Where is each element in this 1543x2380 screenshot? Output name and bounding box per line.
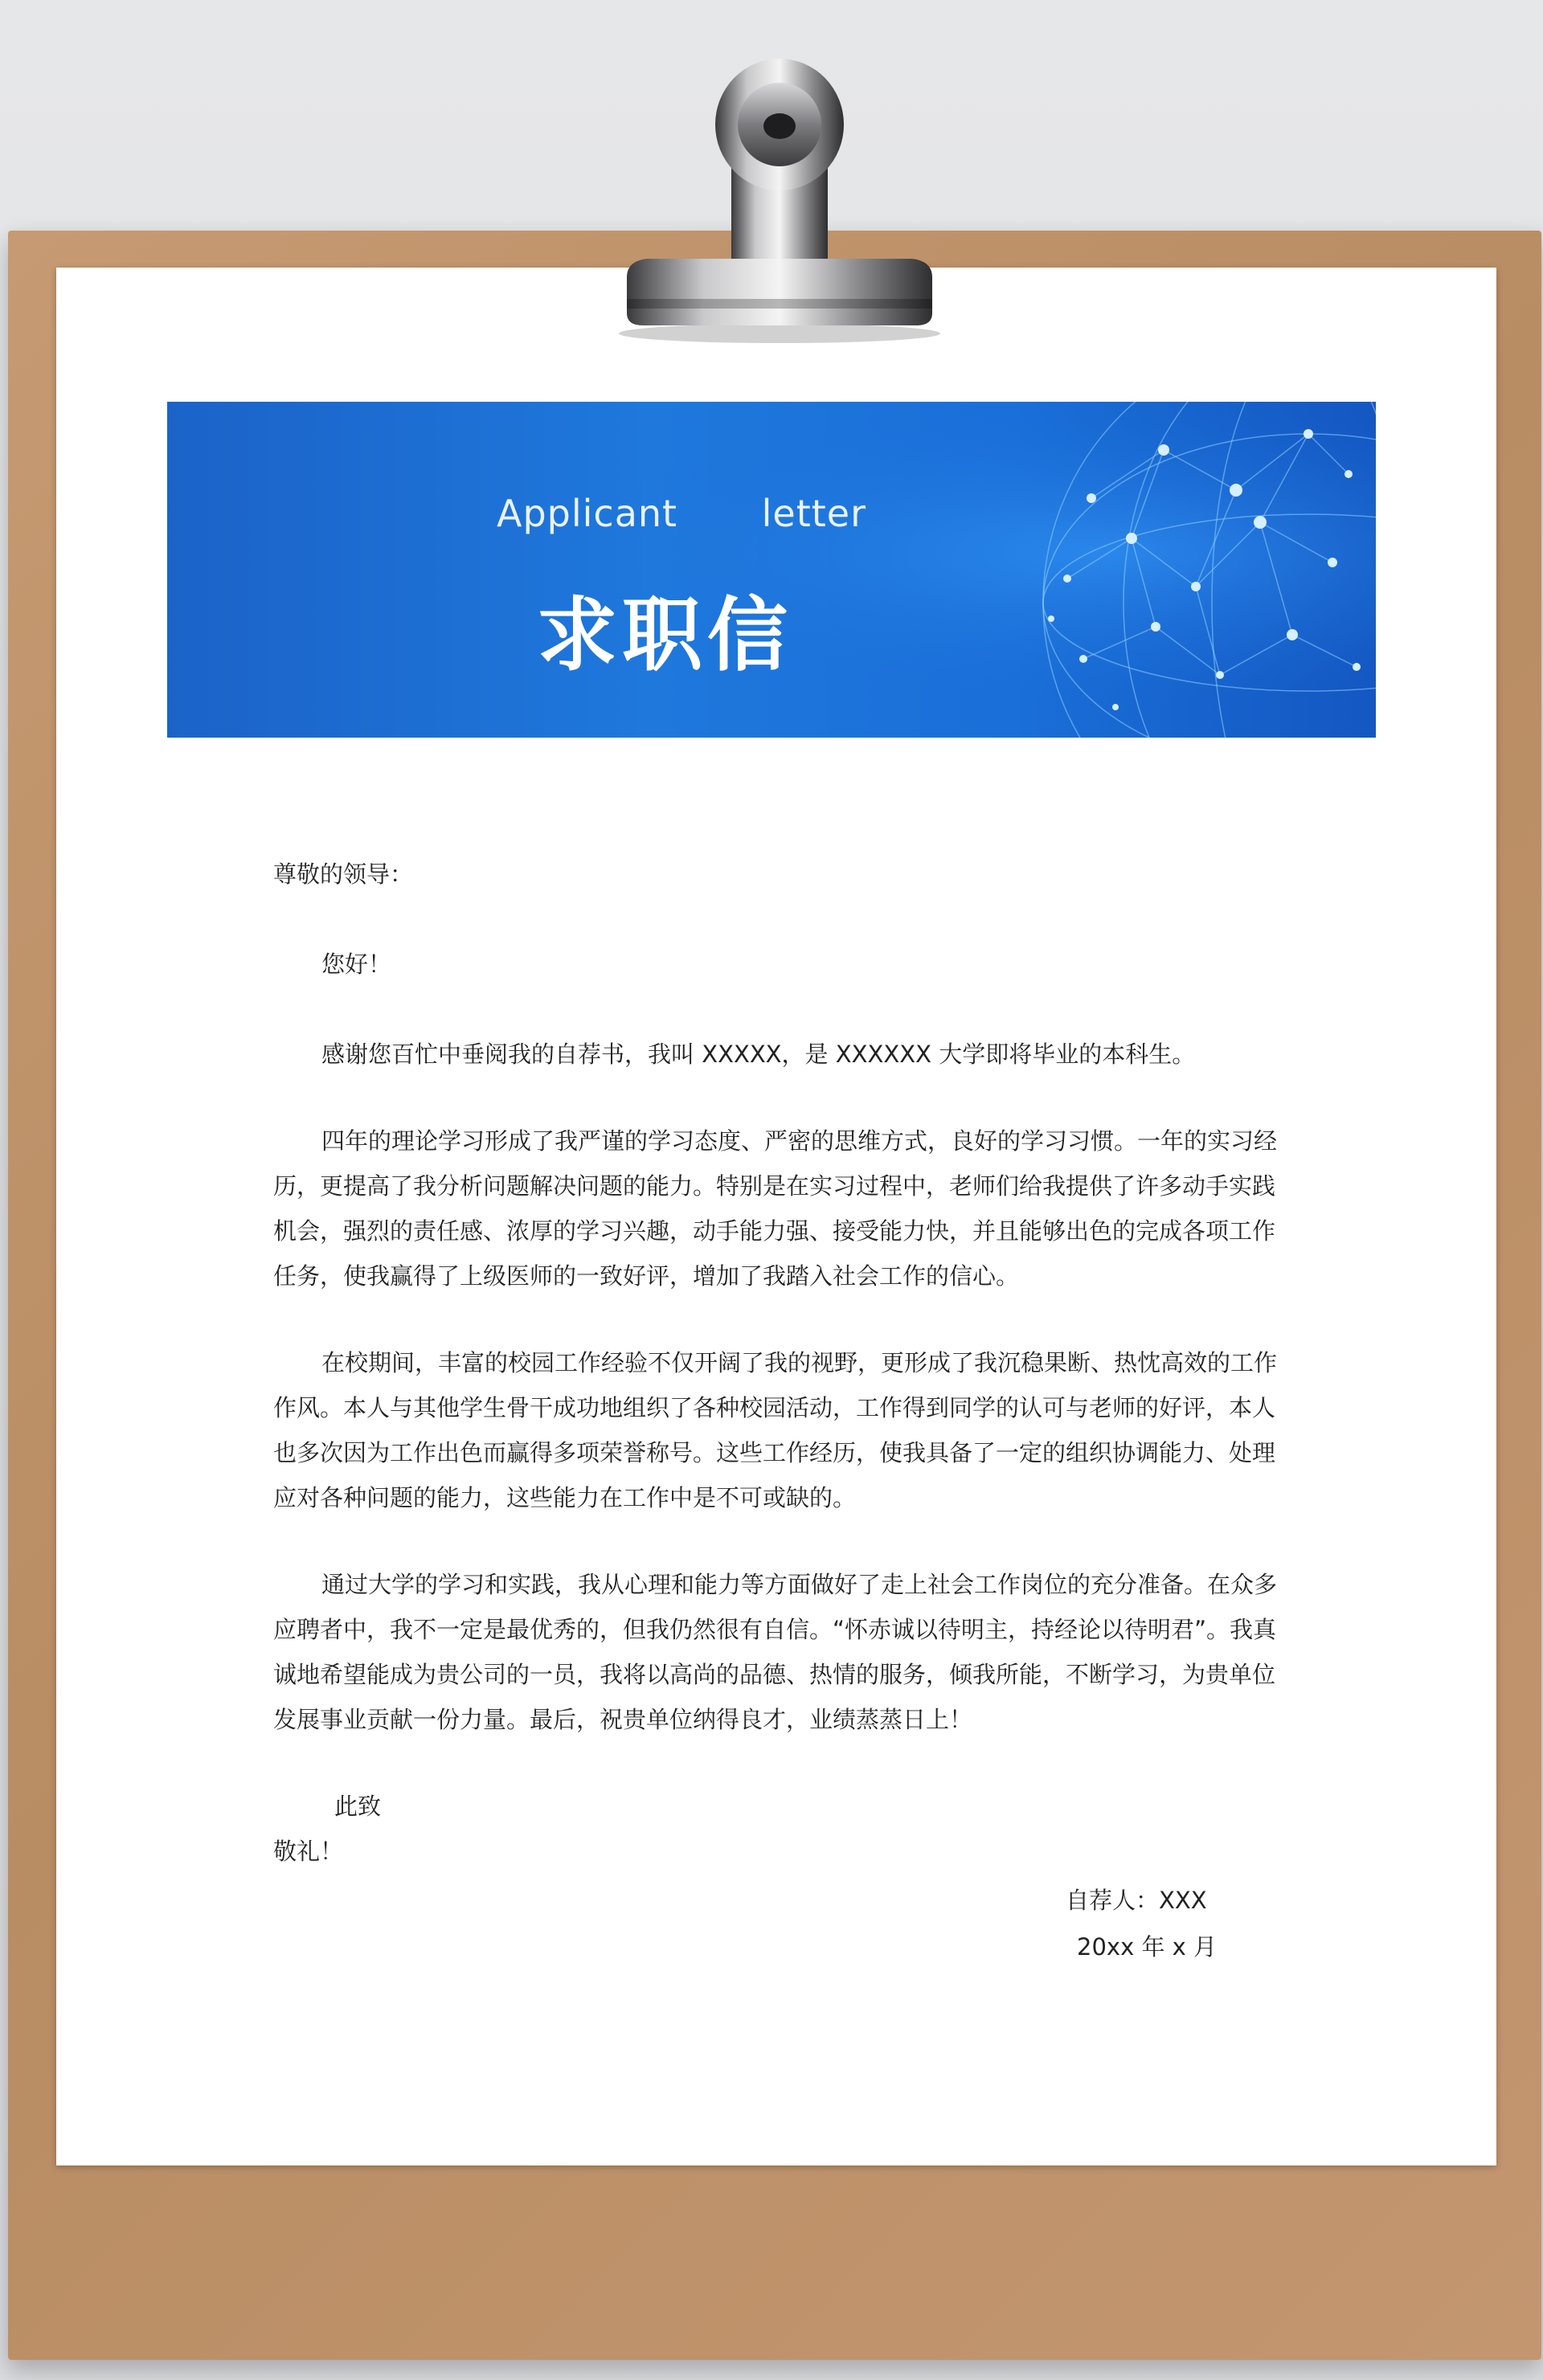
banner-subtitle-word2: letter: [761, 492, 866, 535]
paragraph-4: 通过大学的学习和实践，我从心理和能力等方面做好了走上社会工作岗位的充分准备。在众多应聘者中，我不一定是最优秀的，但我仍然很有自信。“怀赤诚以待明主，持经论以待明君”。我真诚地希望能成为贵公司的一员，我将以高尚的品德、热情的服务，倾我所能，不断学习，为贵单位发展事业贡献一份力量。最后，祝贵单位纳得良才，业绩蒸蒸日上！: [273, 1571, 1278, 1733]
header-banner: [167, 402, 1376, 738]
banner-subtitle-word1: Applicant: [497, 492, 678, 535]
paragraph-1: 感谢您百忙中垂阅我的自荐书，我叫 XXXXX，是 XXXXXX 大学即将毕业的本科生。: [321, 1041, 1196, 1068]
signature-block: [1066, 1877, 1217, 1970]
closing-line-2: 敬礼！: [273, 1838, 344, 1865]
page-title: 求职信: [537, 588, 792, 682]
letter-date: 20xx 年 x 月: [1077, 1933, 1218, 1961]
binder-clip-icon: [611, 48, 948, 354]
greeting: 您好！: [321, 951, 392, 978]
paragraph-2: 四年的理论学习形成了我严谨的学习态度、严密的思维方式，良好的学习习惯。一年的实习经历，更提高了我分析问题解决问题的能力。特别是在实习过程中，老师们给我提供了许多动手实践机会，强烈的责任感、浓厚的学习兴趣，动手能力强、接受能力快，并且能够出色的完成各项工作任务，使我赢得了上级医师的一致好评，增加了我踏入社会工作的信心。: [273, 1127, 1278, 1290]
closing-line-1: 此致: [334, 1793, 382, 1820]
signature: 自荐人：XXX: [1066, 1887, 1207, 1914]
letter-body: [273, 852, 1278, 1874]
globe-network-icon: [167, 402, 1376, 738]
banner-subtitle: [497, 492, 866, 535]
paragraph-3: 在校期间，丰富的校园工作经验不仅开阔了我的视野，更形成了我沉稳果断、热忱高效的工作作风。本人与其他学生骨干成功地组织了各种校园活动，工作得到同学的认可与老师的好评，本人也多次因为工作出色而赢得多项荣誉称号。这些工作经历，使我具备了一定的组织协调能力、处理应对各种问题的能力，这些能力在工作中是不可或缺的。: [273, 1349, 1278, 1511]
salutation: 尊敬的领导：: [273, 861, 414, 888]
